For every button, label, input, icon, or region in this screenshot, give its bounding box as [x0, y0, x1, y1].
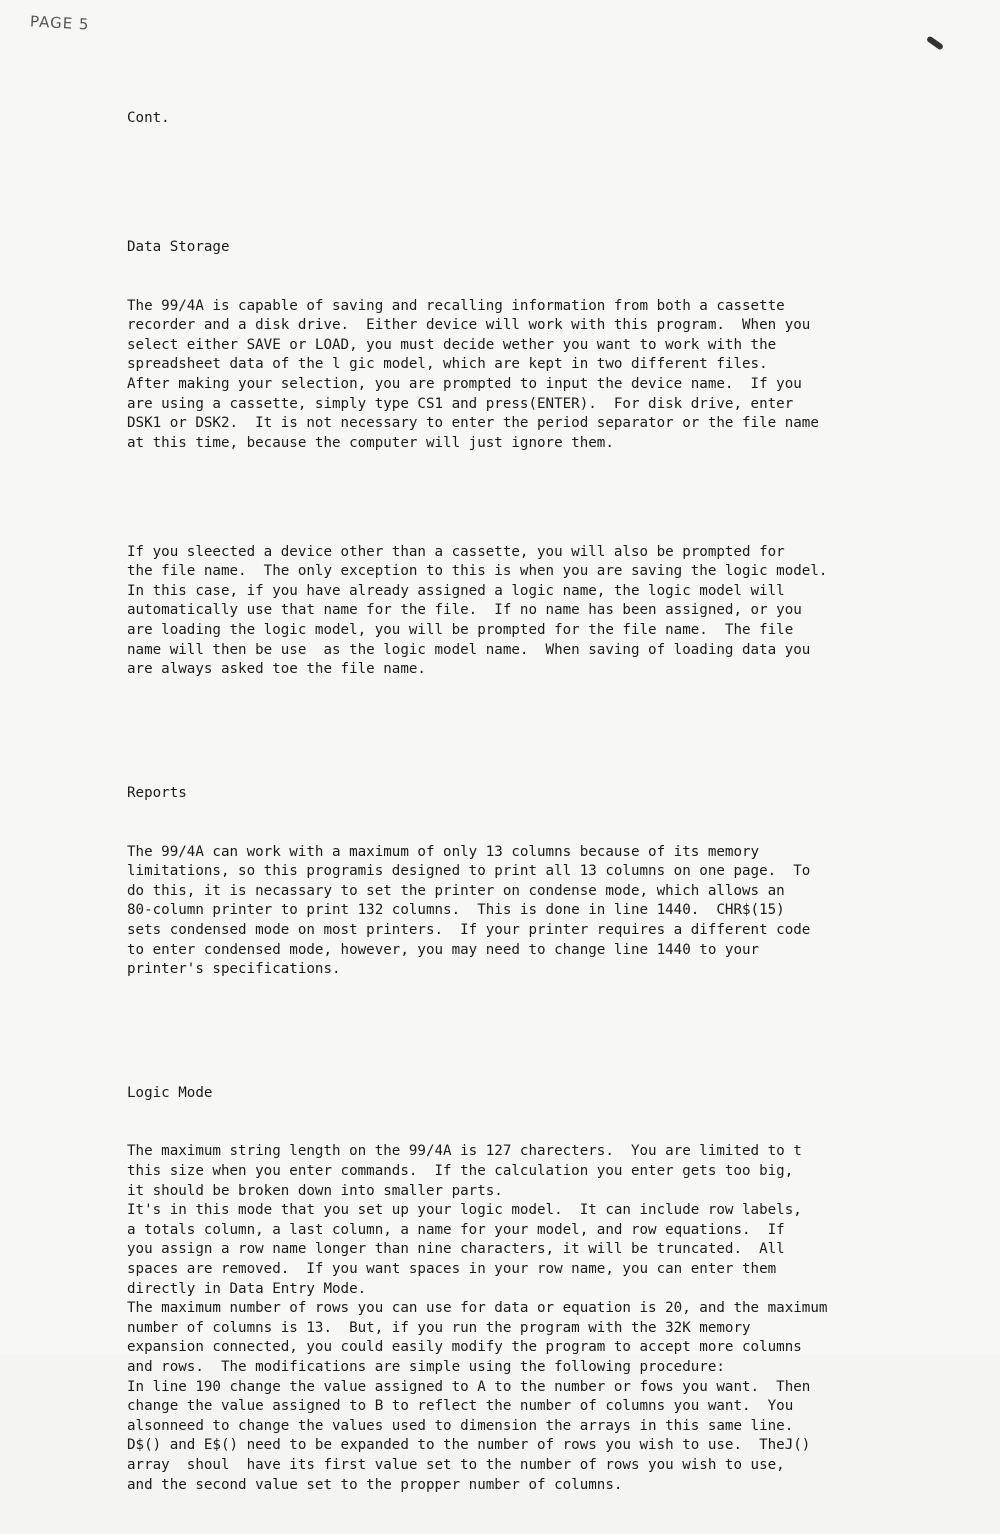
logic-mode-paragraph-1: The maximum string length on the 99/4A is 127 charecters. You are limited to t this size when you enter commands. If the calculation you enter gets too big, it should be broken down into smaller parts. It's in this mode that you set up your logic model. It can include row labels, a totals column, a last column, a name for your model, and row equations. If you assign a row name longer than nine characters, it will be truncated. All spaces are removed. If you want spaces in your row name, you can enter them directly in Data Entry Mode. The maximum number of rows you can use for data or equation is 20, and the maximum number of columns is 13. But, if you run the program with the 32K memory expansion connected, you could easily modify the program to accept more columns and rows. The modifications are simple using the following procedure: In line 190 change the value assigned to A to the number or fows you want. Then change the value assigned to B to reflect the number of columns you want. You alsonneed to change the values used to dimension the arrays in this same line. D$() and E$() need to be expanded to the number of rows you wish to use. TheJ() array shoul have its first value set to the number of rows you wish to use, and the second value set to the propper number of columns. — [127, 1143, 828, 1493]
section-title-reports: Reports — [127, 784, 187, 801]
section-title-logic-mode: Logic Mode — [127, 1084, 213, 1101]
continued-label: Cont. — [127, 110, 170, 127]
document-body — [127, 70, 967, 1534]
handwritten-page-label: PAGE 5 — [29, 12, 90, 34]
section-title-data-storage: Data Storage — [127, 238, 230, 255]
spacer — [127, 719, 967, 725]
reports-paragraph-1: The 99/4A can work with a maximum of only 13 columns because of its memory limitations, so this programis designed to print all 13 columns on one page. To do this, it is necassary to set the printer on condense mode, which allows an 80-column printer to print 132 columns. This is done in line 1440. CHR$(15) sets condensed mode on most printers. If your printer requires a different code to enter condensed mode, however, you may need to change line 1440 to your printer's specifications. — [127, 843, 811, 978]
spacer — [127, 1019, 967, 1025]
data-storage-paragraph-1: The 99/4A is capable of saving and recalling information from both a cassette recorder and a disk drive. Either device will work with this program. When you select either SAVE or LOAD, you must decide wether you want to work with the spreadsheet data of the l gic model, which are kept in two different files. After making your selection, you are prompted to input the device name. If you are using a cassette, simply type CS1 and press(ENTER). For disk drive, enter DSK1 or DSK2. It is not necessary to enter the period separator or the file name at this time, because the computer will just ignore them. — [127, 297, 819, 451]
pen-mark — [926, 35, 944, 50]
spacer — [127, 168, 967, 179]
data-storage-paragraph-2: If you sleected a device other than a cassette, you will also be prompted for the file name. The only exception to this is when you are saving the logic model. In this case, if you have already assigned a logic name, the logic model will automatically use that name for the file. If no name has been assigned, or you are loading the logic model, you will be prompted for the file name. The file name will then be use as the logic model name. When saving of loading data you are always asked toe the file name. — [127, 543, 828, 678]
spacer — [127, 492, 967, 503]
